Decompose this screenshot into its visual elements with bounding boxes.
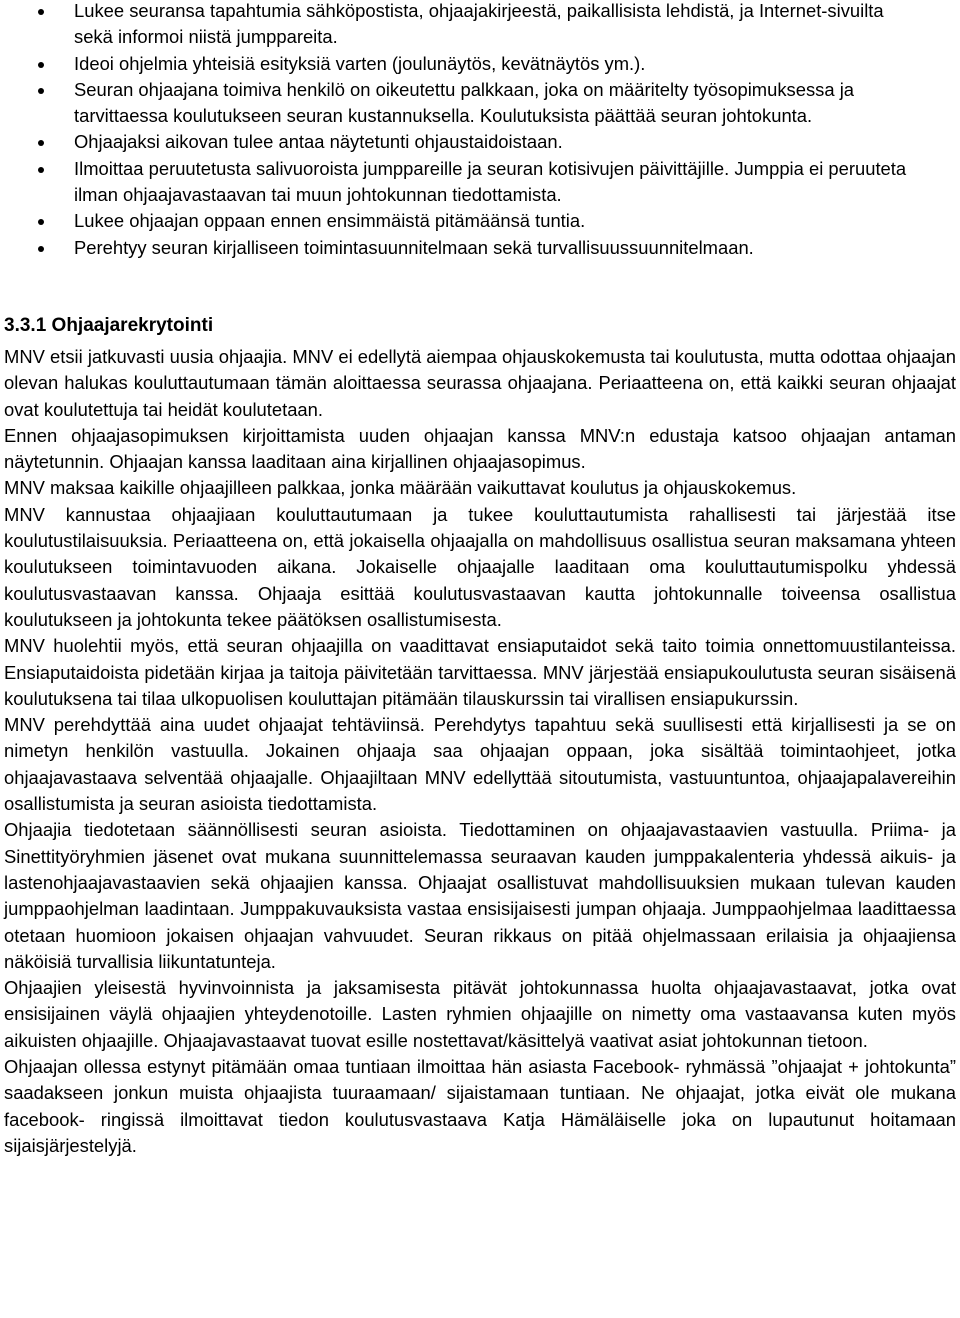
bullet-item — [0, 235, 960, 261]
paragraph: MNV huolehtii myös, että seuran ohjaajilla on vaadittavat ensiaputaidot sekä taito toimia onnettomuustilanteissa. Ensiaputaidoista pidetään kirjaa ja taitoja päivitetään tarvittaessa. MNV järjestää ensiapukoulutusta seuran sisäisenä koulutuksena tai tilaa ulkopuolisen kouluttajan pitämään tilauskurssin tai virallisen ensiapukurssin. — [4, 635, 956, 709]
paragraph: Ohjaajan ollessa estynyt pitämään omaa tuntiaan ilmoittaa hän asiasta Facebook- ryhmässä ”ohjaajat + johtokunta” saadakseen jonkun muista ohjaajista tuuraamaan/ sijaistamaan tuntiaan. Ne ohjaajat, jotka eivät ole mukana facebook- ringissä ilmoittavat tiedon koulutusvastaava Katja Hämäläiselle joka on lupautunut hoitamaan sijaisjärjestelyjä. — [4, 1056, 956, 1156]
bullet-item — [0, 129, 960, 155]
paragraph: MNV perehdyttää aina uudet ohjaajat tehtäviinsä. Perehdytys tapahtuu sekä suullisesti että kirjallisesti ja se on nimetyn henkilön vastuulla. Jokainen ohjaaja saa ohjaajan oppaan, joka sisältää toimintaohjeet, jotka ohjaajavastaava selventää ohjaajalle. Ohjaajiltaan MNV edellyttää sitoutumista, vastuuntuntoa, ohjaajapalavereihin osallistumista ja seuran asioista tiedottamista. — [4, 714, 956, 815]
bullet-icon — [38, 88, 44, 94]
bullet-item — [0, 156, 960, 209]
bullet-text: Ohjaajaksi aikovan tulee antaa näytetunti ohjaustaidoistaan. — [74, 131, 563, 153]
section-heading: 3.3.1 Ohjaajarekrytointi — [4, 315, 214, 336]
section-body — [4, 344, 956, 1159]
bullet-icon — [38, 9, 44, 15]
bullet-text: Lukee ohjaajan oppaan ennen ensimmäistä pitämäänsä tuntia. — [74, 210, 586, 232]
bullet-item — [0, 0, 960, 51]
bullet-text: Lukee seuransa tapahtumia sähköpostista, ohjaajakirjeestä, paikallisista lehdistä, ja Internet-sivuilta sekä informoi niistä jumppareita. — [74, 0, 884, 48]
task-bullet-list — [0, 0, 960, 261]
paragraph: MNV etsii jatkuvasti uusia ohjaajia. MNV ei edellytä aiempaa ohjauskokemusta tai koulutusta, mutta odottaa ohjaajan olevan halukas kouluttautumaan tämän aloittaessa seurassa ohjaajana. Periaatteena on, että kaikki seuran ohjaajat ovat koulutettuja tai heidät koulutetaan. — [4, 346, 956, 420]
bullet-item — [0, 208, 960, 234]
paragraph: Ohjaajien yleisestä hyvinvoinnista ja jaksamisesta pitävät johtokunnassa huolta ohjaajavastaavat, jotka ovat ensisijainen väylä ohjaajien yhteydenotoille. Lasten ryhmien ohjaajille on nimetty oma vastaavansa kuten myös aikuisten ohjaajille. Ohjaajavastaavat tuovat esille nostettavat/käsittelyä vaativat asiat johtokunnan tietoon. — [4, 977, 956, 1051]
bullet-item — [0, 51, 960, 77]
paragraph: Ohjaajia tiedotetaan säännöllisesti seuran asioista. Tiedottaminen on ohjaajavastaavien vastuulla. Priima- ja Sinettityöryhmien jäsenet ovat mukana suunnittelemassa seuraavan kauden jumppakalenteria yhdessä aikuis- ja lastenohjaajavastaavien sekä ohjaajien kanssa. Ohjaajat osallistuvat mahdollisuuksien mukaan tulevan kauden jumppaohjelman laadintaan. Jumppakuvauksista vastaa ensisijaisesti jumpan ohjaaja. Jumppaohjelmaa laadittaessa otetaan huomioon jokaisen ohjaajan vahvuudet. Seuran rikkaus on pitää ohjelmassaan erilaisia ja ohjaajiensa näköisiä turvallisia liikuntatunteja. — [4, 819, 956, 972]
bullet-text: Seuran ohjaajana toimiva henkilö on oikeutettu palkkaan, joka on määritelty työsopimuksessa ja tarvittaessa koulutukseen seuran kustannuksella. Koulutuksista päättää seuran johtokunta. — [74, 78, 855, 127]
paragraph: MNV maksaa kaikille ohjaajilleen palkkaa, jonka määrään vaikuttavat koulutus ja ohjauskokemus. — [4, 477, 797, 499]
bullet-text: Perehtyy seuran kirjalliseen toimintasuunnitelmaan sekä turvallisuussuunnitelmaan. — [74, 236, 754, 258]
paragraph: Ennen ohjaajasopimuksen kirjoittamista uuden ohjaajan kanssa MNV:n edustaja katsoo ohjaajan antaman näytetunnin. Ohjaajan kanssa laaditaan aina kirjallinen ohjaajasopimus. — [4, 424, 956, 473]
paragraph: MNV kannustaa ohjaajiaan kouluttautumaan ja tukee kouluttautumista rahallisesti tai järjestää itse koulutustilaisuuksia. Periaatteena on, että jokaisella ohjaajalla on mahdollisuus osallistua seuran maksamana yhteen koulutukseen toimintavuoden aikana. Jokaiselle ohjaajalle laaditaan oma kouluttautumispolku yhdessä koulutusvastaavan kanssa. Ohjaaja esittää koulutusvastaavan kautta johtokunnalle toiveensa osallistua koulutukseen ja johtokunta tekee päätöksen osallistumisesta. — [4, 503, 956, 630]
bullet-icon — [38, 140, 44, 146]
bullet-icon — [38, 62, 44, 68]
bullet-icon — [38, 246, 44, 252]
bullet-item — [0, 77, 960, 130]
bullet-text: Ideoi ohjelmia yhteisiä esityksiä varten (joulunäytös, kevätnäytös ym.). — [74, 52, 646, 74]
bullet-icon — [38, 219, 44, 225]
bullet-icon — [38, 167, 44, 173]
bullet-text: Ilmoittaa peruutetusta salivuoroista jumppareille ja seuran kotisivujen päivittäjille. Jumppia ei peruuteta ilman ohjaajavastaavan tai muun johtokunnan tiedottamista. — [74, 157, 907, 206]
